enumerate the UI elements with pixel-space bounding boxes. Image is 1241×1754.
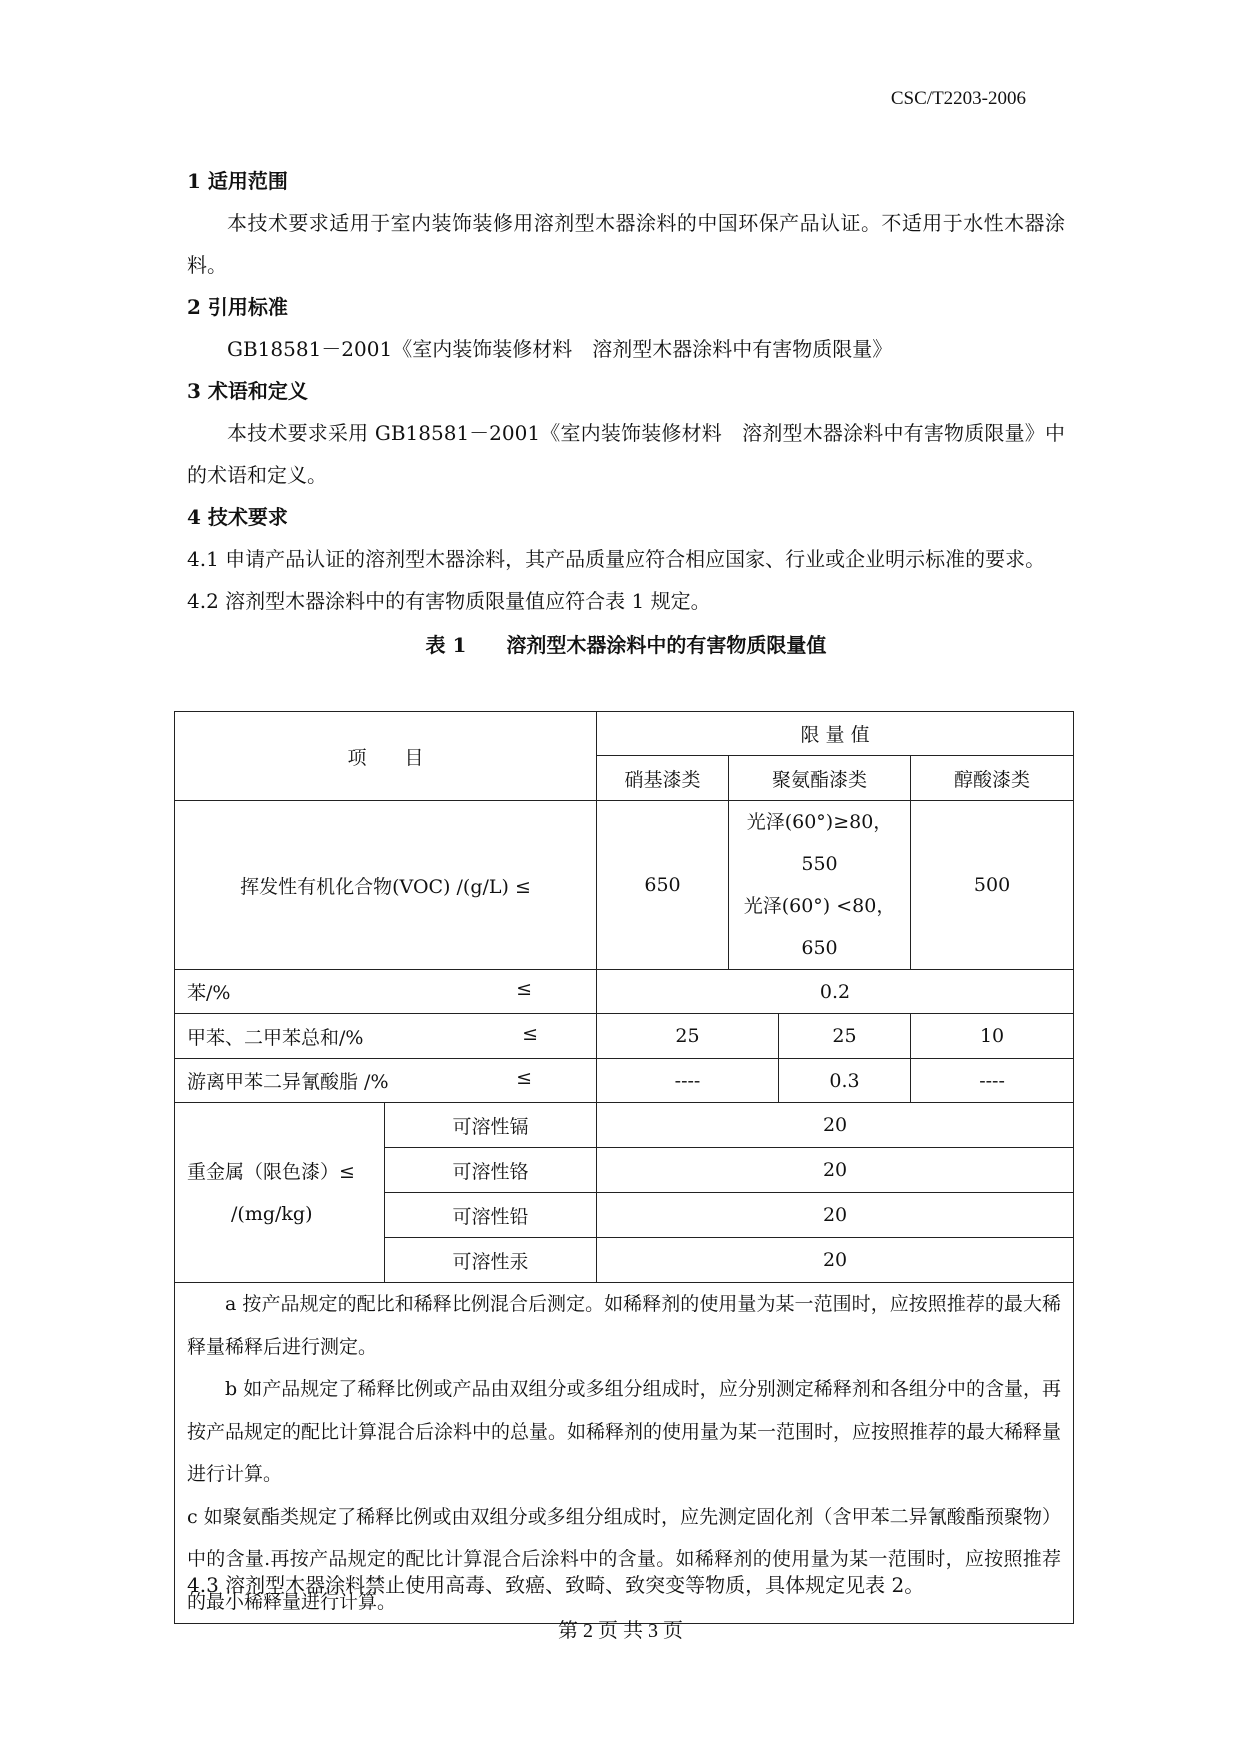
- heavy-metal-label: [175, 1103, 385, 1283]
- voc-alkyd: 500: [911, 801, 1074, 970]
- heavy-metal-value: 20: [597, 1238, 1074, 1283]
- heavy-metal-name: 可溶性镉: [385, 1103, 597, 1148]
- header-limit-value: 限 量 值: [597, 712, 1074, 756]
- header-nitro: 硝基漆类: [597, 756, 729, 801]
- benzene-le-symbol: ≤: [516, 978, 533, 1000]
- heavy-metal-label-line-2: /(mg/kg): [231, 1202, 313, 1225]
- tdi-nitro: ----: [597, 1059, 779, 1103]
- heavy-metal-name: 可溶性铬: [385, 1148, 597, 1193]
- tdi-le-symbol: ≤: [516, 1067, 533, 1089]
- tdi-label: 游离甲苯二异氰酸脂 /%: [187, 1071, 389, 1093]
- terms-text: 本技术要求采用 GB18581－2001《室内装饰装修材料 溶剂型木器涂料中有害物质限量》中的术语和定义。: [187, 421, 1065, 487]
- toluene-le-symbol: ≤: [522, 1022, 539, 1045]
- requirement-4-2: 4.2 溶剂型木器涂料中的有害物质限量值应符合表 1 规定。: [187, 589, 711, 613]
- requirement-4-1: 4.1 申请产品认证的溶剂型木器涂料，其产品质量应符合相应国家、行业或企业明示标准的要求。: [187, 547, 1046, 571]
- header-polyurethane: 聚氨酯漆类: [729, 756, 911, 801]
- toluene-label-cell: [175, 1014, 597, 1059]
- limits-table: [174, 711, 1074, 1624]
- table-note-c: c 如聚氨酯类规定了稀释比例或由双组分或多组分组成时，应先测定固化剂（含甲苯二异氰酸酯预聚物）中的含量.再按产品规定的配比计算混合后涂料中的含量。如稀释剂的使用量为某一范围时，应按照推荐的最小稀释量进行计算。: [187, 1505, 1062, 1613]
- heavy-metal-name: 可溶性铅: [385, 1193, 597, 1238]
- benzene-value: 0.2: [597, 970, 1074, 1014]
- requirement-4-3: 4.3 溶剂型木器涂料禁止使用高毒、致癌、致畸、致突变等物质，具体规定见表 2。: [187, 1573, 925, 1597]
- voc-nitro: 650: [597, 801, 729, 970]
- section-heading-terms: 3 术语和定义: [187, 379, 308, 403]
- scope-text: 本技术要求适用于室内装饰装修用溶剂型木器涂料的中国环保产品认证。不适用于水性木器涂料。: [187, 211, 1065, 277]
- tdi-polyurethane: 0.3: [779, 1059, 911, 1103]
- toluene-nitro: 25: [597, 1014, 779, 1059]
- toluene-polyurethane: 25: [779, 1014, 911, 1059]
- table-note-b: b 如产品规定了稀释比例或产品由双组分或多组分组成时，应分别测定稀释剂和各组分中的含量，再按产品规定的配比计算混合后涂料中的总量。如稀释剂的使用量为某一范围时，应按照推荐的最大稀释量进行计算。: [187, 1378, 1062, 1485]
- document-code: CSC/T2203-2006: [890, 88, 1026, 109]
- document-body: [187, 160, 1065, 666]
- tdi-alkyd: ----: [911, 1059, 1074, 1103]
- references-text: GB18581－2001《室内装饰装修材料 溶剂型木器涂料中有害物质限量》: [227, 337, 893, 361]
- benzene-label-cell: [175, 970, 597, 1014]
- tdi-label-cell: [175, 1059, 597, 1103]
- voc-pu-high-gloss: 光泽(60°)≥80，550: [746, 811, 893, 875]
- benzene-label: 苯/%: [187, 982, 231, 1004]
- toluene-xylene-label: 甲苯、二甲苯总和/%: [187, 1026, 364, 1049]
- voc-polyurethane: [729, 801, 911, 970]
- voc-pu-low-gloss: 光泽(60°) <80，650: [743, 895, 896, 959]
- toluene-alkyd: 10: [911, 1014, 1074, 1059]
- section-heading-requirements: 4 技术要求: [187, 505, 288, 529]
- heavy-metal-value: 20: [597, 1148, 1074, 1193]
- heavy-metal-value: 20: [597, 1193, 1074, 1238]
- header-item: 项 目: [175, 712, 597, 801]
- section-heading-scope: 1 适用范围: [187, 169, 288, 193]
- page-number: 第 2 页 共 3 页: [558, 1620, 683, 1642]
- section-heading-references: 2 引用标准: [187, 295, 288, 319]
- heavy-metal-value: 20: [597, 1103, 1074, 1148]
- table-note-a: a 按产品规定的配比和稀释比例混合后测定。如稀释剂的使用量为某一范围时，应按照推荐的最大稀释量稀释后进行测定。: [187, 1293, 1062, 1358]
- heavy-metal-name: 可溶性汞: [385, 1238, 597, 1283]
- voc-label: 挥发性有机化合物(VOC) /(g/L) ≤: [175, 801, 597, 970]
- header-alkyd: 醇酸漆类: [911, 756, 1074, 801]
- heavy-metal-label-line-1: 重金属（限色漆）≤: [187, 1160, 355, 1183]
- table-caption: 表 1 溶剂型木器涂料中的有害物质限量值: [425, 633, 827, 657]
